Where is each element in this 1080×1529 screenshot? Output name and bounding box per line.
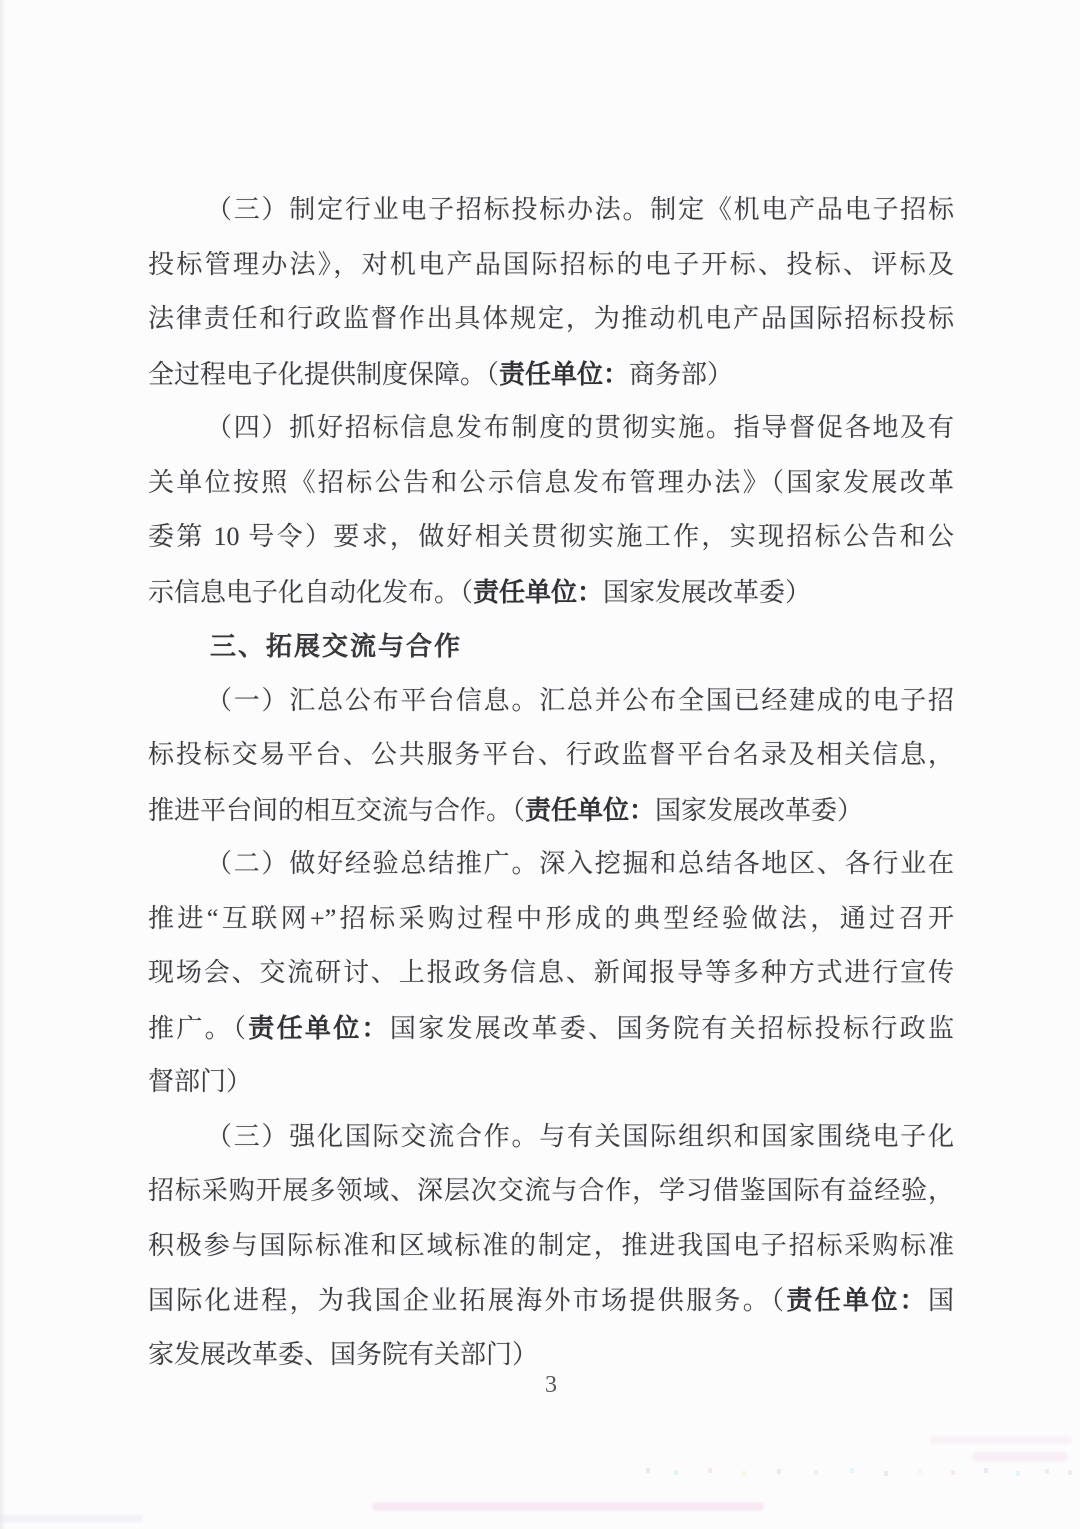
text-line: 关单位按照《招标公告和公示信息发布管理办法》（国家发展改革 [148,467,954,497]
responsible-unit-label: 责任单位： [786,1285,928,1315]
paragraph [148,183,954,401]
text-line: 标投标交易平台、公共服务平台、行政监督平台名录及相关信息， [148,740,954,769]
text-line: 推进“互联网+”招标采购过程中形成的典型经验做法，通过召开 [148,903,954,933]
text-line: （二）做好经验总结推广。深入挖掘和总结各地区、各行业在 [206,849,954,878]
paragraph [148,1110,954,1383]
text-line: 推进平台间的相互交流与合作。（责任单位：国家发展改革委） [148,794,864,825]
text-line: 委第 10 号令）要求，做好相关贯彻实施工作，实现招标公告和公 [148,522,954,551]
text-line: 推广。（责任单位：国家发展改革委、国务院有关招标投标行政监 [148,1012,954,1043]
section-heading [148,619,954,674]
paragraph [148,674,954,838]
text-line: 法律责任和行政监督作出具体规定，为推动机电产品国际招标投标 [148,304,954,333]
page-edge-shadow [0,0,6,1529]
scan-artifact-smudge [972,1452,1068,1462]
responsible-unit-label: 责任单位： [525,794,656,825]
responsible-unit-label: 责任单位： [473,576,604,607]
text-line: 示信息电子化自动化发布。（责任单位：国家发展改革委） [148,576,812,607]
scan-artifact-marks [930,1436,1072,1444]
responsible-unit-label: 责任单位： [248,1012,390,1043]
text-line: 投标管理办法》，对机电产品国际招标的电子开标、投标、评标及 [148,249,954,279]
text-line: （四）抓好招标信息发布制度的贯彻实施。指导督促各地及有 [206,413,954,442]
text-line: 招标采购开展多领域、深层次交流与合作，学习借鉴国际有益经验， [148,1176,954,1205]
text-block [148,183,954,1382]
text-line: （三）强化国际交流合作。与有关国际组织和国家围绕电子化 [206,1121,954,1151]
paragraph [148,401,954,619]
scan-artifact-streak [0,1515,142,1522]
scan-artifact-streak [372,1502,764,1511]
page-number: 3 [545,1372,557,1398]
heading-line: 三、拓展交流与合作 [210,631,463,661]
text-line: 督部门） [148,1067,253,1096]
text-line: 积极参与国际标准和区域标准的制定，推进我国电子招标采购标准 [148,1230,954,1260]
paragraph [148,837,954,1110]
text-line: （三）制定行业电子招标投标办法。制定《机电产品电子招标 [206,195,954,224]
scan-artifact-noise [646,1468,650,1473]
text-line: 全过程电子化提供制度保障。（责任单位：商务部） [148,358,734,389]
text-line: 现场会、交流研讨、上报政务信息、新闻报导等多种方式进行宣传 [148,958,954,987]
text-line: （一）汇总公布平台信息。汇总并公布全国已经建成的电子招 [206,685,954,715]
responsible-unit-label: 责任单位： [499,358,630,389]
text-line: 家发展改革委、国务院有关部门） [148,1339,539,1369]
text-line: 国际化进程，为我国企业拓展海外市场提供服务。（责任单位：国 [148,1285,954,1315]
